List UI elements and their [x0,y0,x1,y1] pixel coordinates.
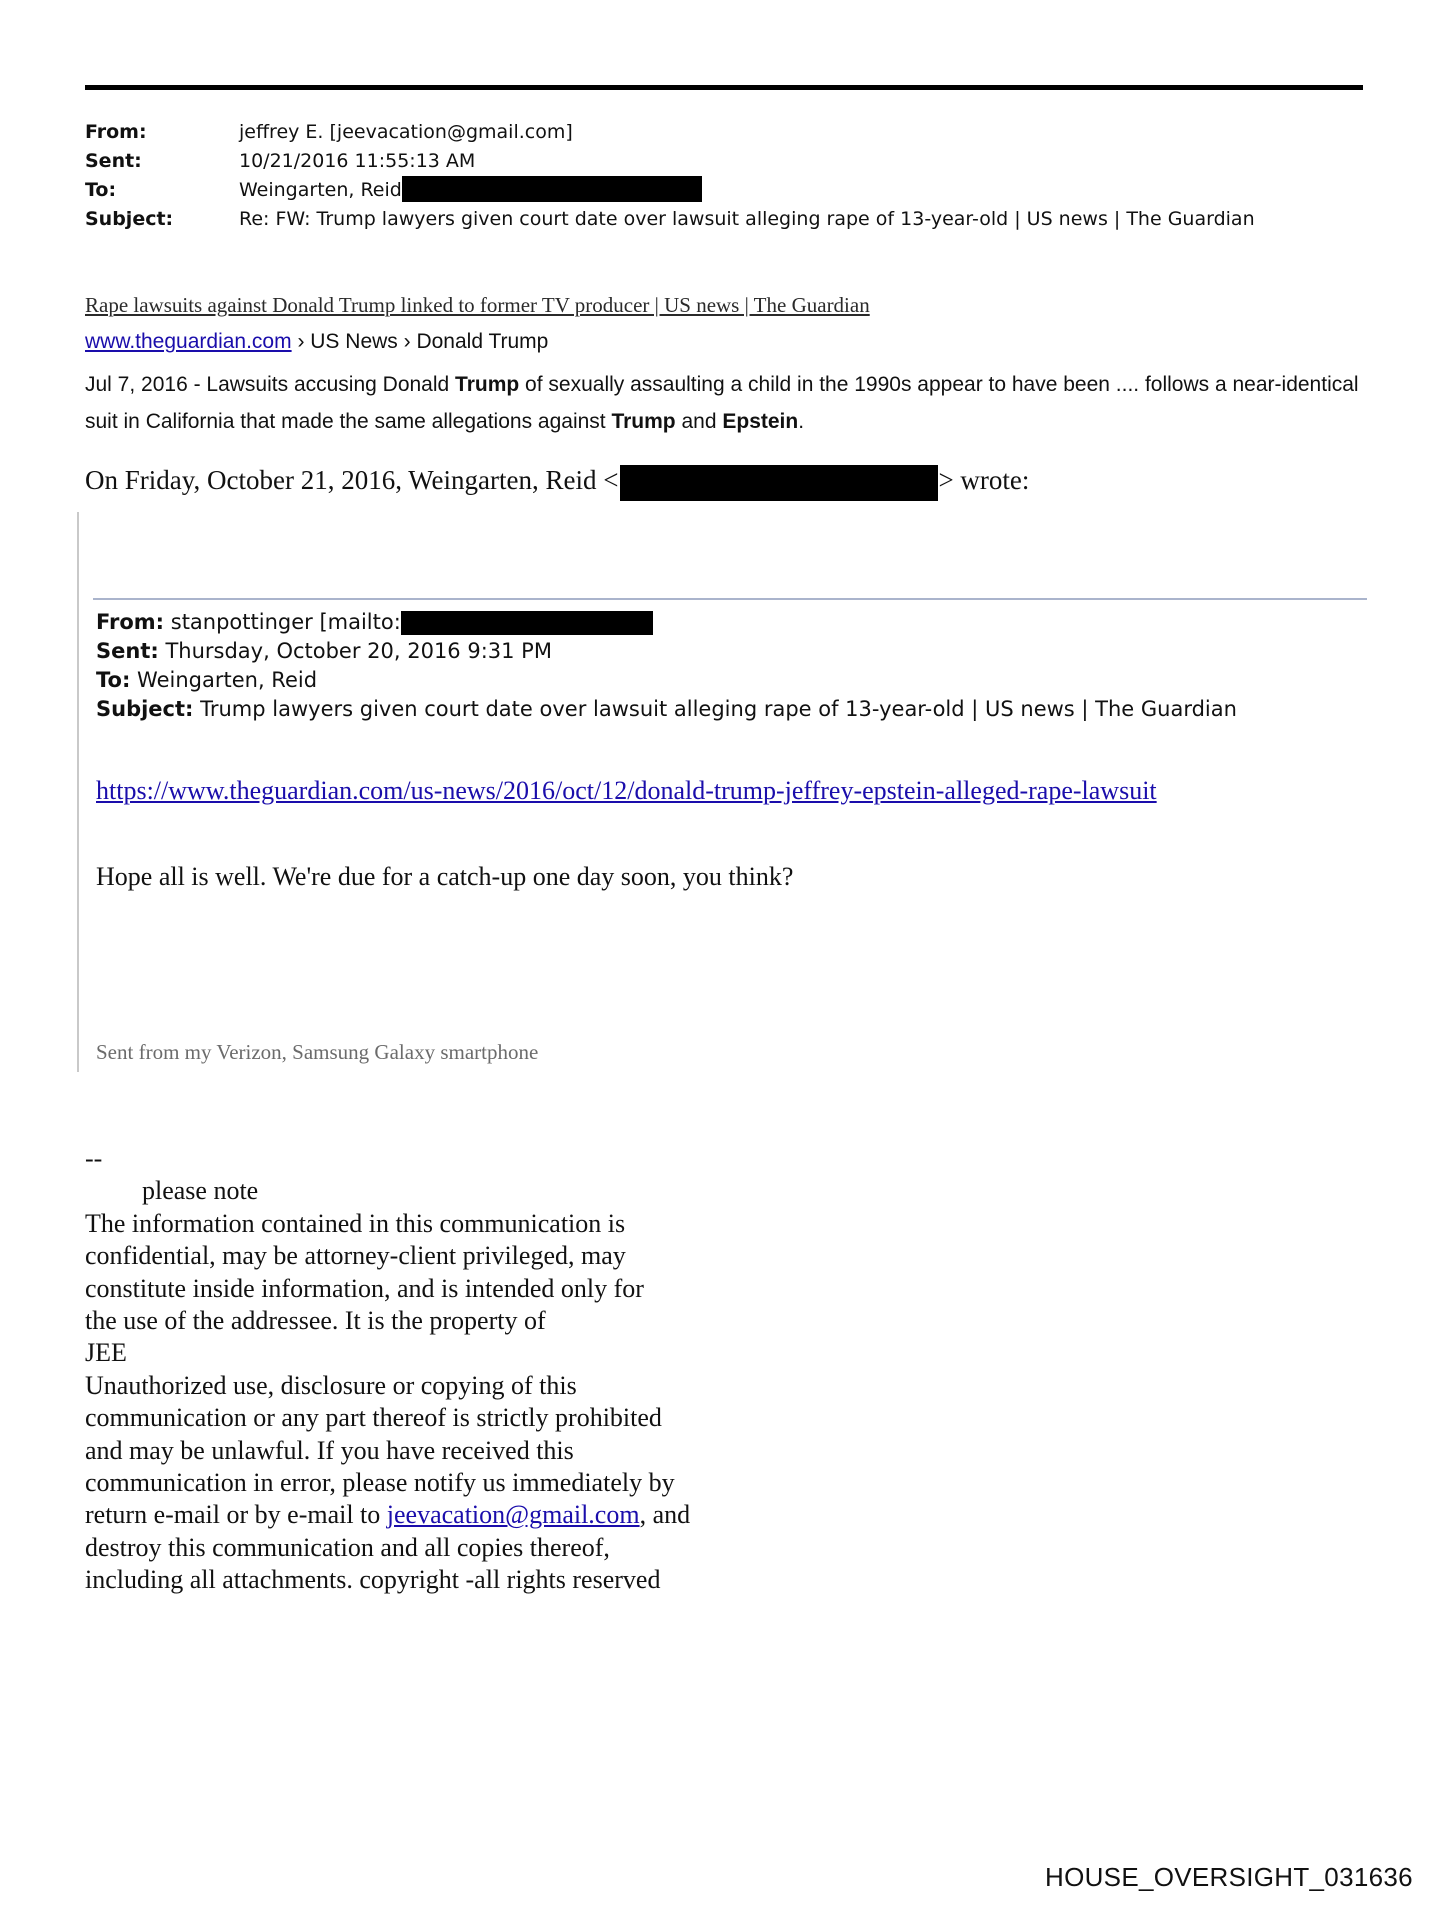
reply-attribution [85,465,1029,501]
return-prefix: return e-mail or by e-mail to [85,1500,387,1530]
disclaimer-line: communication in error, please notify us immediately by [85,1468,675,1498]
fwd-subject-value: Trump lawyers given court date over lawsuit alleging rape of 13-year-old | US news | The Guardian [193,697,1237,721]
please-note: please note [142,1176,259,1206]
disclaimer-line: destroy this communication and all copies thereof, [85,1532,610,1562]
sent-label: Sent: [85,150,142,172]
disclaimer-line: including all attachments. copyright -all rights reserved [85,1565,661,1595]
snippet-text: Jul 7, 2016 - Lawsuits accusing Donald [85,373,456,396]
disclaimer [85,1143,690,1597]
bates-number: HOUSE_OVERSIGHT_031636 [1045,1862,1413,1892]
search-result-breadcrumb [85,330,548,354]
quote-bar [77,512,79,1072]
fwd-sent-row [96,637,1237,666]
to-value: Weingarten, Reid [239,179,402,201]
fwd-from-row [96,608,1237,637]
fwd-from-label: From: [96,610,165,634]
reply-prefix: On Friday, October 21, 2016, Weingarten, Reid < [85,465,619,496]
snippet-bold: Trump [455,373,520,396]
to-label: To: [85,179,117,201]
disclaimer-line: confidential, may be attorney-client privileged, may [85,1241,626,1271]
email-link[interactable]: jeevacation@gmail.com [386,1500,640,1530]
search-result-crumb: › US News › Donald Trump [291,330,549,353]
snippet-text: . [798,410,805,433]
fwd-sent-value: Thursday, October 20, 2016 9:31 PM [158,639,552,663]
fwd-to-row [96,666,1237,695]
disclaimer-line: constitute inside information, and is intended only for [85,1273,644,1303]
snippet-bold: Trump [611,410,676,433]
fwd-to-label: To: [96,668,131,692]
disclaimer-return-line [85,1499,690,1531]
fwd-sent-label: Sent: [96,639,159,663]
search-result-title[interactable]: Rape lawsuits against Donald Trump linked to former TV producer | US news | The Guardian [85,293,870,317]
fwd-subject-label: Subject: [96,697,194,721]
return-suffix: , and [639,1500,691,1530]
snippet-bold: Epstein [722,410,799,433]
top-rule [85,85,1363,90]
disclaimer-line: The information contained in this communication is [85,1208,626,1238]
subject-value: Re: FW: Trump lawyers given court date over lawsuit alleging rape of 13-year-old | US news | The Guardian [239,208,1255,230]
redaction-box [402,176,702,202]
redaction-box [401,611,653,635]
search-result-url[interactable]: www.theguardian.com [85,330,292,353]
sent-row [85,147,1255,176]
subject-label: Subject: [85,208,174,230]
snippet-text: and [675,410,723,433]
email-header [85,118,1255,234]
subject-row [85,205,1255,234]
redaction-box [620,465,938,501]
disclaimer-line: the use of the addressee. It is the property of [85,1306,546,1336]
search-result-snippet [85,366,1375,440]
to-row [85,176,1255,205]
fwd-to-value: Weingarten, Reid [130,668,318,692]
sent-value: 10/21/2016 11:55:13 AM [239,150,476,172]
fwd-subject-row [96,695,1237,724]
message-body: Hope all is well. We're due for a catch-up one day soon, you think? [96,862,794,891]
reply-suffix: > wrote: [938,465,1030,496]
mobile-signature: Sent from my Verizon, Samsung Galaxy smartphone [96,1040,539,1064]
from-row [85,118,1255,147]
snippet-text: of sexually assaulting a child in the 1990s appear to have been .... follows a near-identical suit in California that made the same allegations against [85,373,1359,433]
forward-separator [93,598,1367,600]
forwarded-header [96,608,1237,724]
disclaimer-line: and may be unlawful. If you have received this [85,1435,574,1465]
disclaimer-line: communication or any part thereof is strictly prohibited [85,1403,662,1433]
fwd-from-value: stanpottinger [mailto: [164,610,401,634]
disclaimer-line: Unauthorized use, disclosure or copying of this [85,1370,577,1400]
from-label: From: [85,121,147,143]
article-link[interactable]: https://www.theguardian.com/us-news/2016/oct/12/donald-trump-jeffrey-epstein-alleged-rape-lawsuit [96,776,1157,805]
disclaimer-line: JEE [85,1338,127,1368]
from-value: jeffrey E. [jeevacation@gmail.com] [239,121,573,143]
sig-dashes: -- [85,1144,103,1173]
